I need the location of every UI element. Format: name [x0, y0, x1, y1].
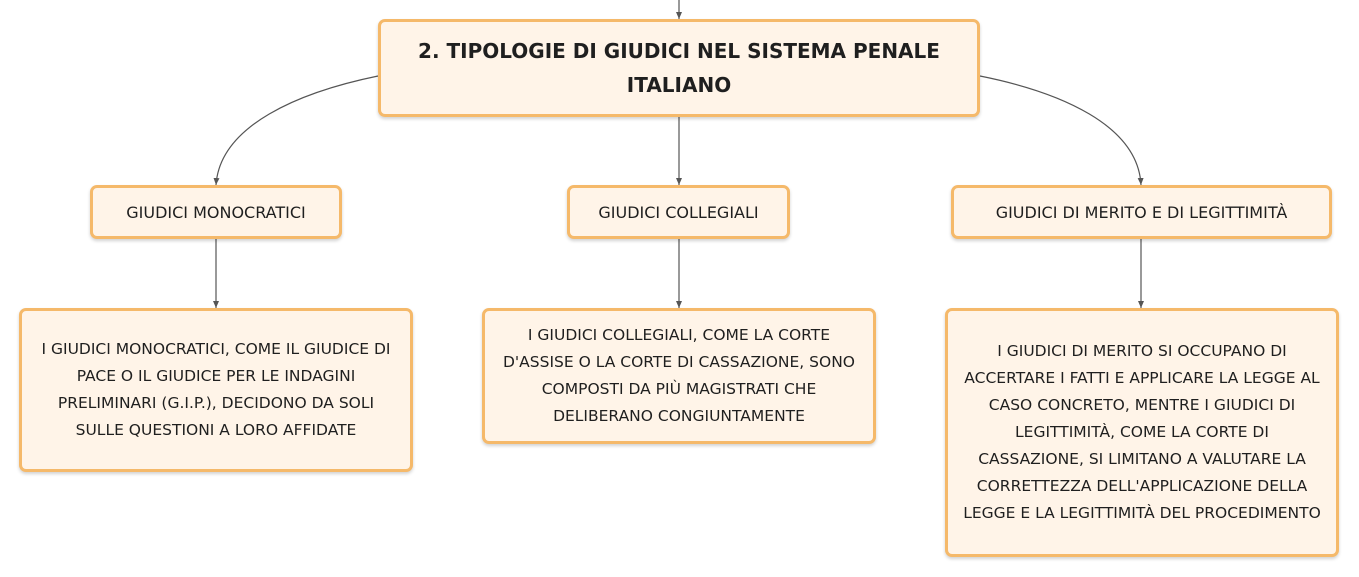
root-topic-node[interactable]	[378, 19, 980, 117]
connector-root-to-merito	[980, 76, 1141, 185]
description-node-merito-legittimita[interactable]	[945, 308, 1339, 557]
description-node-monocratici[interactable]	[19, 308, 413, 472]
branch-node-monocratici[interactable]	[90, 185, 342, 239]
root-topic-title: 2. TIPOLOGIE DI GIUDICI NEL SISTEMA PENALE ITALIANO	[418, 39, 940, 97]
branch-node-collegiali[interactable]	[567, 185, 790, 239]
branch-label-monocratici: GIUDICI MONOCRATICI	[126, 202, 306, 222]
description-text-collegiali: I GIUDICI COLLEGIALI, COME LA CORTE D'ASSISE O LA CORTE DI CASSAZIONE, SONO COMPOSTI DA PIÙ MAGISTRATI CHE DELIBERANO CONGIUNTAMENTE	[502, 326, 855, 425]
connector-root-to-monocratici	[216, 76, 378, 185]
description-text-merito-legittimita: I GIUDICI DI MERITO SI OCCUPANO DI ACCERTARE I FATTI E APPLICARE LA LEGGE AL CASO CONCRETO, MENTRE I GIUDICI DI LEGITTIMITÀ, COME LA CORTE DI CASSAZIONE, SI LIMITANO A VALUTARE LA CORRETTEZZA DELL'APPLICAZIONE DELLA LEGGE E LA LEGITTIMITÀ DEL PROCEDIMENTO	[963, 342, 1321, 522]
branch-node-merito-legittimita[interactable]	[951, 185, 1332, 239]
description-node-collegiali[interactable]	[482, 308, 876, 444]
description-text-monocratici: I GIUDICI MONOCRATICI, COME IL GIUDICE DI PACE O IL GIUDICE PER LE INDAGINI PRELIMINARI (G.I.P.), DECIDONO DA SOLI SULLE QUESTIONI A LORO AFFIDATE	[41, 340, 391, 439]
branch-label-merito-legittimita: GIUDICI DI MERITO E DI LEGITTIMITÀ	[995, 202, 1288, 222]
branch-label-collegiali: GIUDICI COLLEGIALI	[598, 202, 759, 222]
